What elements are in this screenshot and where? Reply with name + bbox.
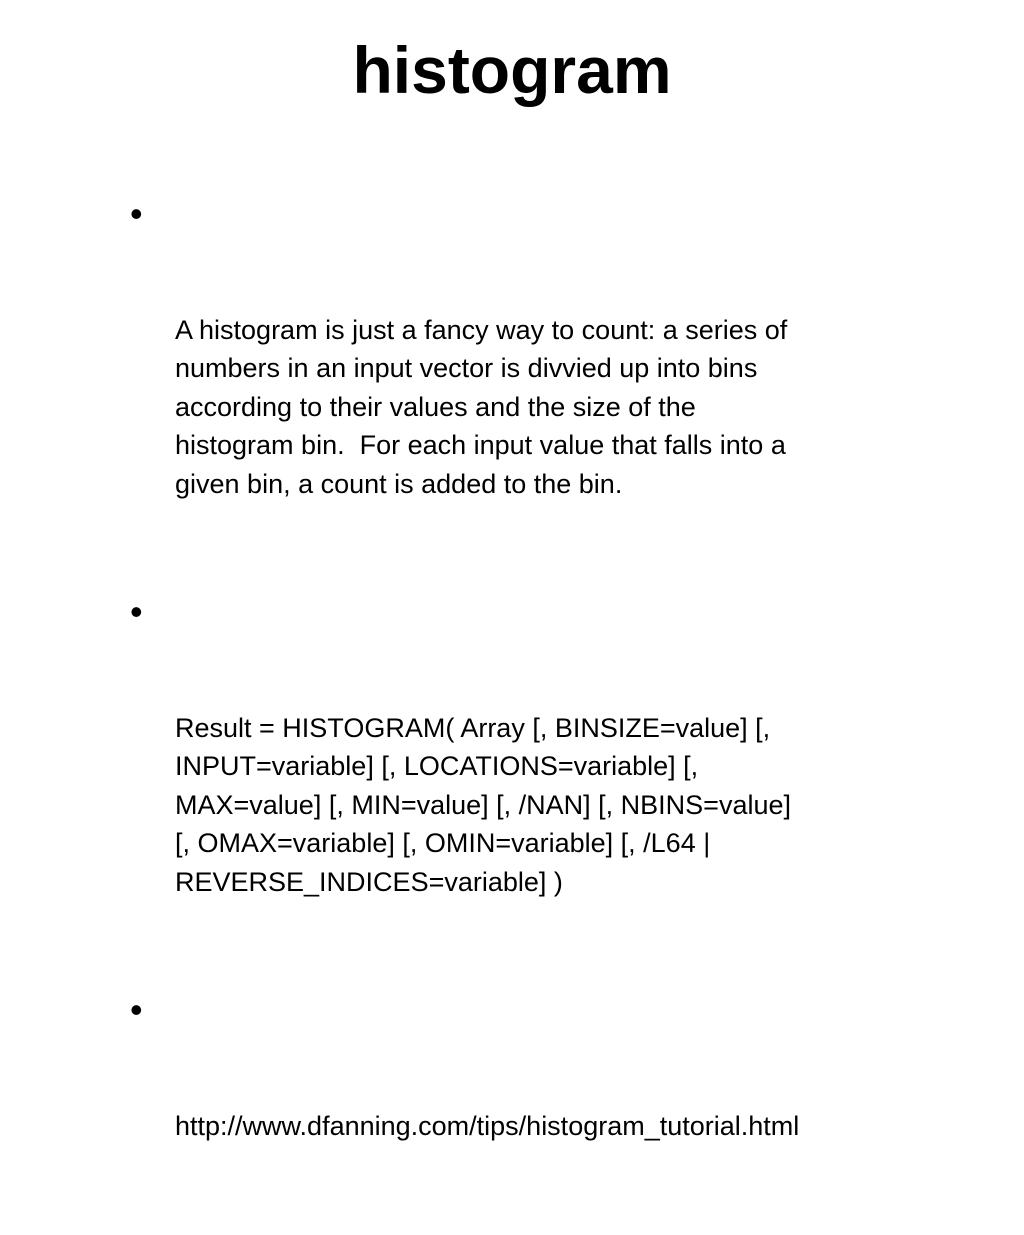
bullet-dot-icon: • xyxy=(130,591,143,632)
bullet-text: A histogram is just a fancy way to count: a series of numbers in an input vector is divvied up into bins according to their values and the size of the histogram bin. For each input value that falls into a given bin, a count is added to the bin. xyxy=(175,314,788,499)
bullet-item-histogram-syntax xyxy=(130,593,920,978)
bullet-dot-icon: • xyxy=(130,193,143,234)
bullet-dot-icon: • xyxy=(130,989,143,1030)
bullet-item-histogram-description xyxy=(130,195,920,580)
tutorial-url-text: http://www.dfanning.com/tips/histogram_tutorial.html xyxy=(175,1110,800,1141)
bullet-text: Result = HISTOGRAM( Array [, BINSIZE=value] [, INPUT=variable] [, LOCATIONS=variable] [, MAX=value] [, MIN=value] [, /NAN] [, NBINS=value] [, OMAX=variable] [, OMIN=variable] [, /L64 | REVERSE_INDICES=variable] ) xyxy=(175,712,791,897)
slide-title: histogram xyxy=(352,33,672,107)
bullet-list xyxy=(130,195,920,1235)
bullet-item-tutorial-link xyxy=(130,991,920,1222)
